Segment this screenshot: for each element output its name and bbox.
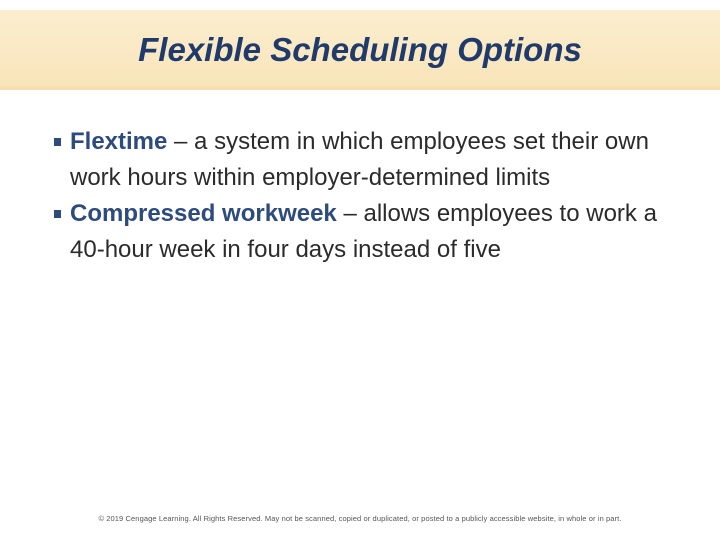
bullet-term: Compressed workweek	[70, 200, 337, 227]
slide-title: Flexible Scheduling Options	[138, 31, 582, 68]
bullet-definition: – a system in which employees set their own work hours within employer-determined limits	[70, 128, 649, 191]
bullet-item-compressed-workweek	[56, 196, 696, 268]
square-bullet-icon	[54, 210, 61, 218]
copyright-footer: © 2019 Cengage Learning. All Rights Reserved. May not be scanned, copied or duplicated, or posted to a publicly accessible website, in whole or in part.	[98, 514, 622, 523]
bullet-term: Flextime	[70, 128, 168, 155]
bullet-list	[56, 124, 696, 268]
bullet-item-flextime	[56, 124, 696, 196]
square-bullet-icon	[54, 138, 61, 146]
bullet-definition: – allows employees to work a 40-hour week in four days instead of five	[70, 200, 657, 263]
